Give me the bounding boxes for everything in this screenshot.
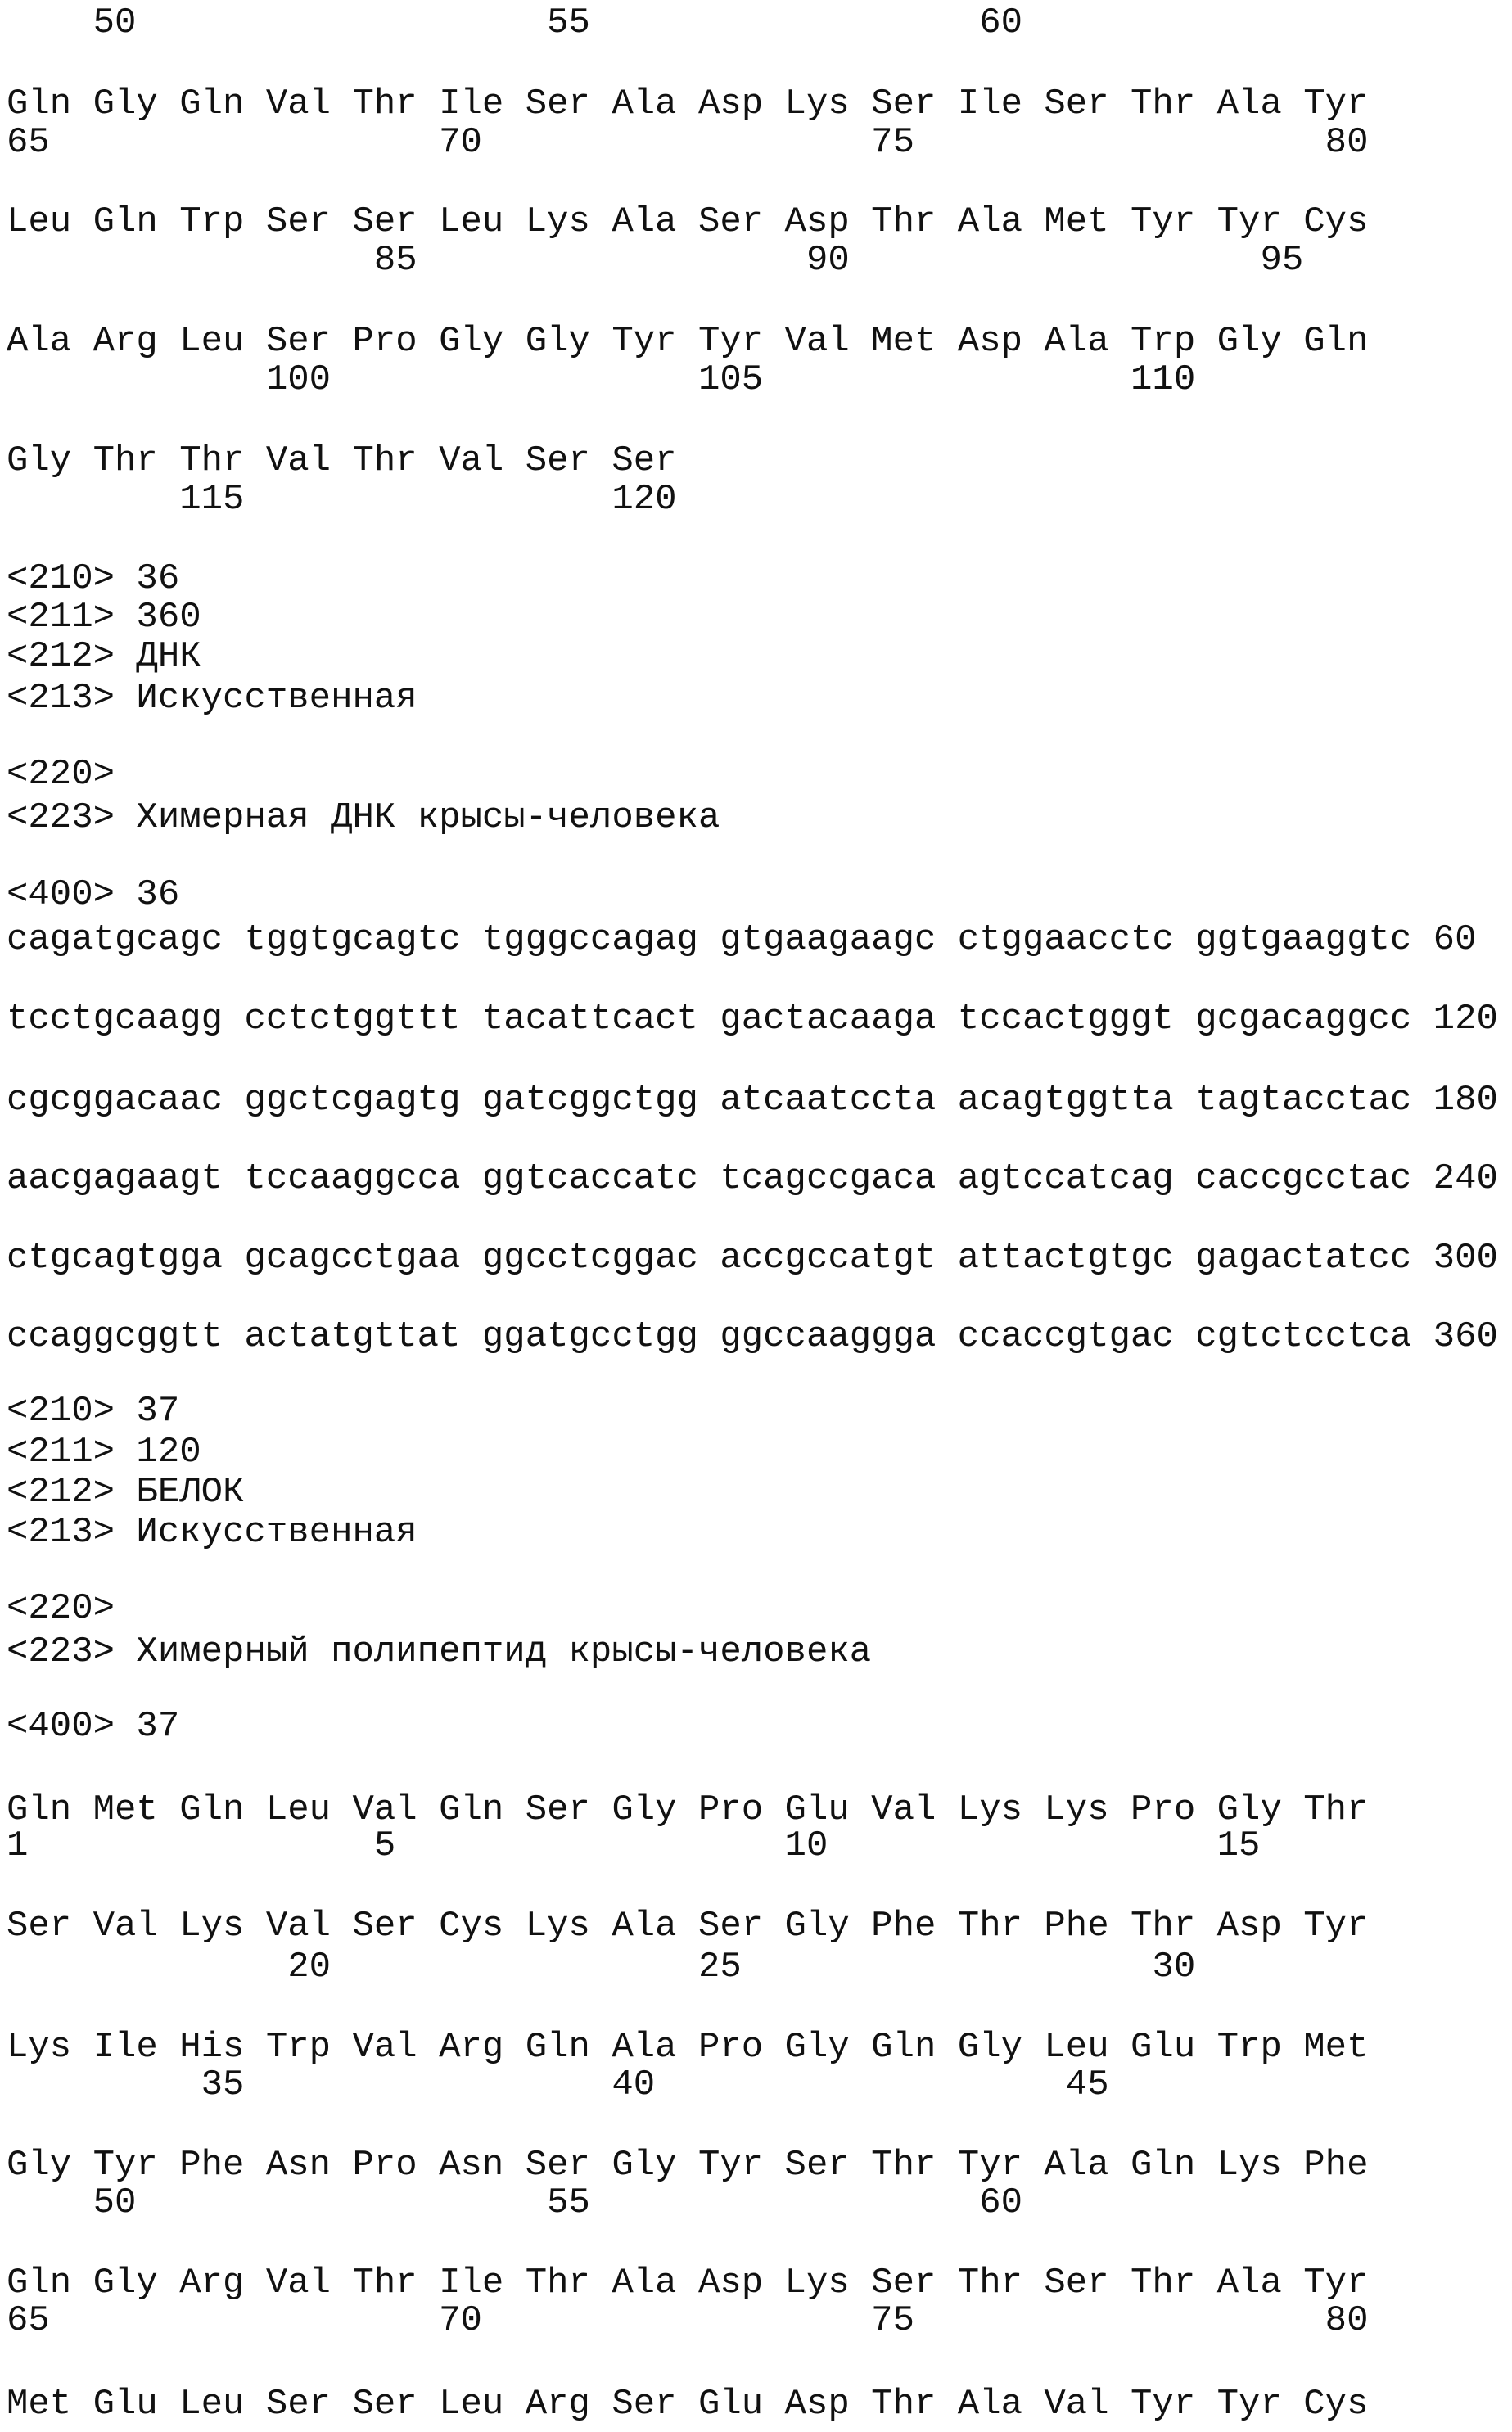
- residue-line: Ala Arg Leu Ser Pro Gly Gly Tyr Tyr Val Met Asp Ala Trp Gly Gln: [7, 321, 1368, 362]
- dna-line: cagatgcagc tggtgcagtc tgggccagag gtgaagaagc ctggaacctc ggtgaaggtc 60: [7, 919, 1477, 960]
- residue-number-line: 115 120: [7, 479, 677, 520]
- field-212: <212> БЕЛОК: [7, 1472, 244, 1513]
- residue-line: Gly Thr Thr Val Thr Val Ser Ser: [7, 440, 677, 481]
- dna-line: ctgcagtgga gcagcctgaa ggcctcggac accgccatgt attactgtgc gagactatcc 300: [7, 1238, 1498, 1279]
- field-211: <211> 120: [7, 1432, 201, 1473]
- residue-number-line: 50 55 60: [7, 2, 1022, 43]
- field-223: <223> Химерная ДНК крысы-человека: [7, 797, 720, 838]
- field-211: <211> 360: [7, 597, 201, 638]
- field-212: <212> ДНК: [7, 636, 201, 677]
- field-400: <400> 37: [7, 1706, 179, 1747]
- residue-number-line: 50 55 60: [7, 2182, 1022, 2223]
- residue-line: Leu Gln Trp Ser Ser Leu Lys Ala Ser Asp Thr Ala Met Tyr Tyr Cys: [7, 201, 1368, 242]
- field-220: <220>: [7, 1588, 115, 1629]
- residue-number-line: 100 105 110: [7, 359, 1195, 400]
- residue-number-line: 1 5 10 15: [7, 1825, 1260, 1866]
- residue-line: Gln Met Gln Leu Val Gln Ser Gly Pro Glu Val Lys Lys Pro Gly Thr: [7, 1789, 1368, 1830]
- dna-line: aacgagaagt tccaaggcca ggtcaccatc tcagccgaca agtccatcag caccgcctac 240: [7, 1158, 1498, 1199]
- residue-line: Ser Val Lys Val Ser Cys Lys Ala Ser Gly Phe Thr Phe Thr Asp Tyr: [7, 1906, 1368, 1947]
- field-400: <400> 36: [7, 874, 179, 915]
- residue-line: Met Glu Leu Ser Ser Leu Arg Ser Glu Asp Thr Ala Val Tyr Tyr Cys: [7, 2384, 1368, 2425]
- residue-number-line: 65 70 75 80: [7, 122, 1368, 163]
- residue-number-line: 20 25 30: [7, 1947, 1195, 1988]
- field-223: <223> Химерный полипептид крысы-человека: [7, 1631, 871, 1672]
- dna-line: ccaggcggtt actatgttat ggatgcctgg ggccaaggga ccaccgtgac cgtctcctca 360: [7, 1316, 1498, 1357]
- residue-number-line: 65 70 75 80: [7, 2300, 1368, 2341]
- dna-line: tcctgcaagg cctctggttt tacattcact gactacaaga tccactgggt gcgacaggcc 120: [7, 999, 1498, 1040]
- field-213: <213> Искусственная: [7, 678, 417, 719]
- dna-line: cgcggacaac ggctcgagtg gatcggctgg atcaatccta acagtggtta tagtacctac 180: [7, 1080, 1498, 1121]
- field-210: <210> 37: [7, 1391, 179, 1432]
- residue-line: Lys Ile His Trp Val Arg Gln Ala Pro Gly Gln Gly Leu Glu Trp Met: [7, 2027, 1368, 2068]
- field-220: <220>: [7, 754, 115, 795]
- residue-line: Gln Gly Gln Val Thr Ile Ser Ala Asp Lys Ser Ile Ser Thr Ala Tyr: [7, 83, 1368, 124]
- residue-number-line: 35 40 45: [7, 2064, 1109, 2105]
- residue-line: Gln Gly Arg Val Thr Ile Thr Ala Asp Lys Ser Thr Ser Thr Ala Tyr: [7, 2263, 1368, 2303]
- field-210: <210> 36: [7, 558, 179, 599]
- residue-line: Gly Tyr Phe Asn Pro Asn Ser Gly Tyr Ser Thr Tyr Ala Gln Lys Phe: [7, 2145, 1368, 2186]
- residue-number-line: 85 90 95: [7, 240, 1303, 281]
- field-213: <213> Искусственная: [7, 1512, 417, 1553]
